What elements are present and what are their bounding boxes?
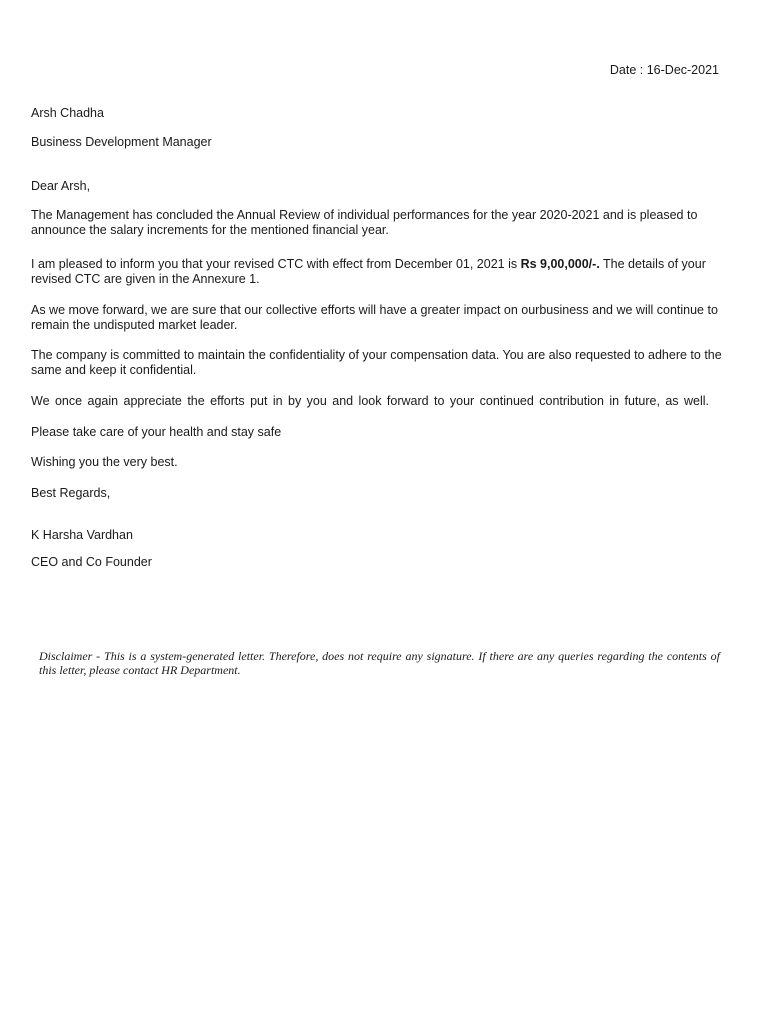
letter-date: Date : 16-Dec-2021 <box>609 63 719 77</box>
paragraph-appreciation: We once again appreciate the efforts put in by you and look forward to your continued contribution in future, as well. <box>31 394 709 408</box>
disclaimer-note: Disclaimer - This is a system-generated letter. Therefore, does not require any signature. If there are any queries regarding the contents of this letter, please contact HR Department. <box>39 649 720 677</box>
sender-name: K Harsha Vardhan <box>31 528 133 542</box>
ctc-details-text: The details of your revised CTC are given in the Annexure 1. <box>31 257 706 286</box>
paragraph-wishes: Wishing you the very best. <box>31 455 178 469</box>
paragraph-annual-review: The Management has concluded the Annual Review of individual performances for the year 2020-2021 and is pleased to announce the salary increments for the mentioned financial year. <box>31 208 698 237</box>
paragraph-collective-efforts: As we move forward, we are sure that our collective efforts will have a greater impact on ourbusiness and we will continue to remain the undisputed market leader. <box>31 303 718 332</box>
paragraph-confidentiality: The company is committed to maintain the confidentiality of your compensation data. You are also requested to adhere to the same and keep it confidential. <box>31 348 722 377</box>
ctc-amount: Rs 9,00,000/-. <box>520 257 600 271</box>
paragraph-revised-ctc <box>31 257 729 287</box>
recipient-title: Business Development Manager <box>31 135 212 149</box>
ctc-intro-text: I am pleased to inform you that your revised CTC with effect from December 01, 2021 is <box>31 257 521 271</box>
recipient-name: Arsh Chadha <box>31 106 104 120</box>
closing-line: Best Regards, <box>31 486 111 500</box>
sender-title: CEO and Co Founder <box>31 555 152 569</box>
paragraph-health: Please take care of your health and stay safe <box>31 425 282 439</box>
salutation: Dear Arsh, <box>31 179 91 193</box>
